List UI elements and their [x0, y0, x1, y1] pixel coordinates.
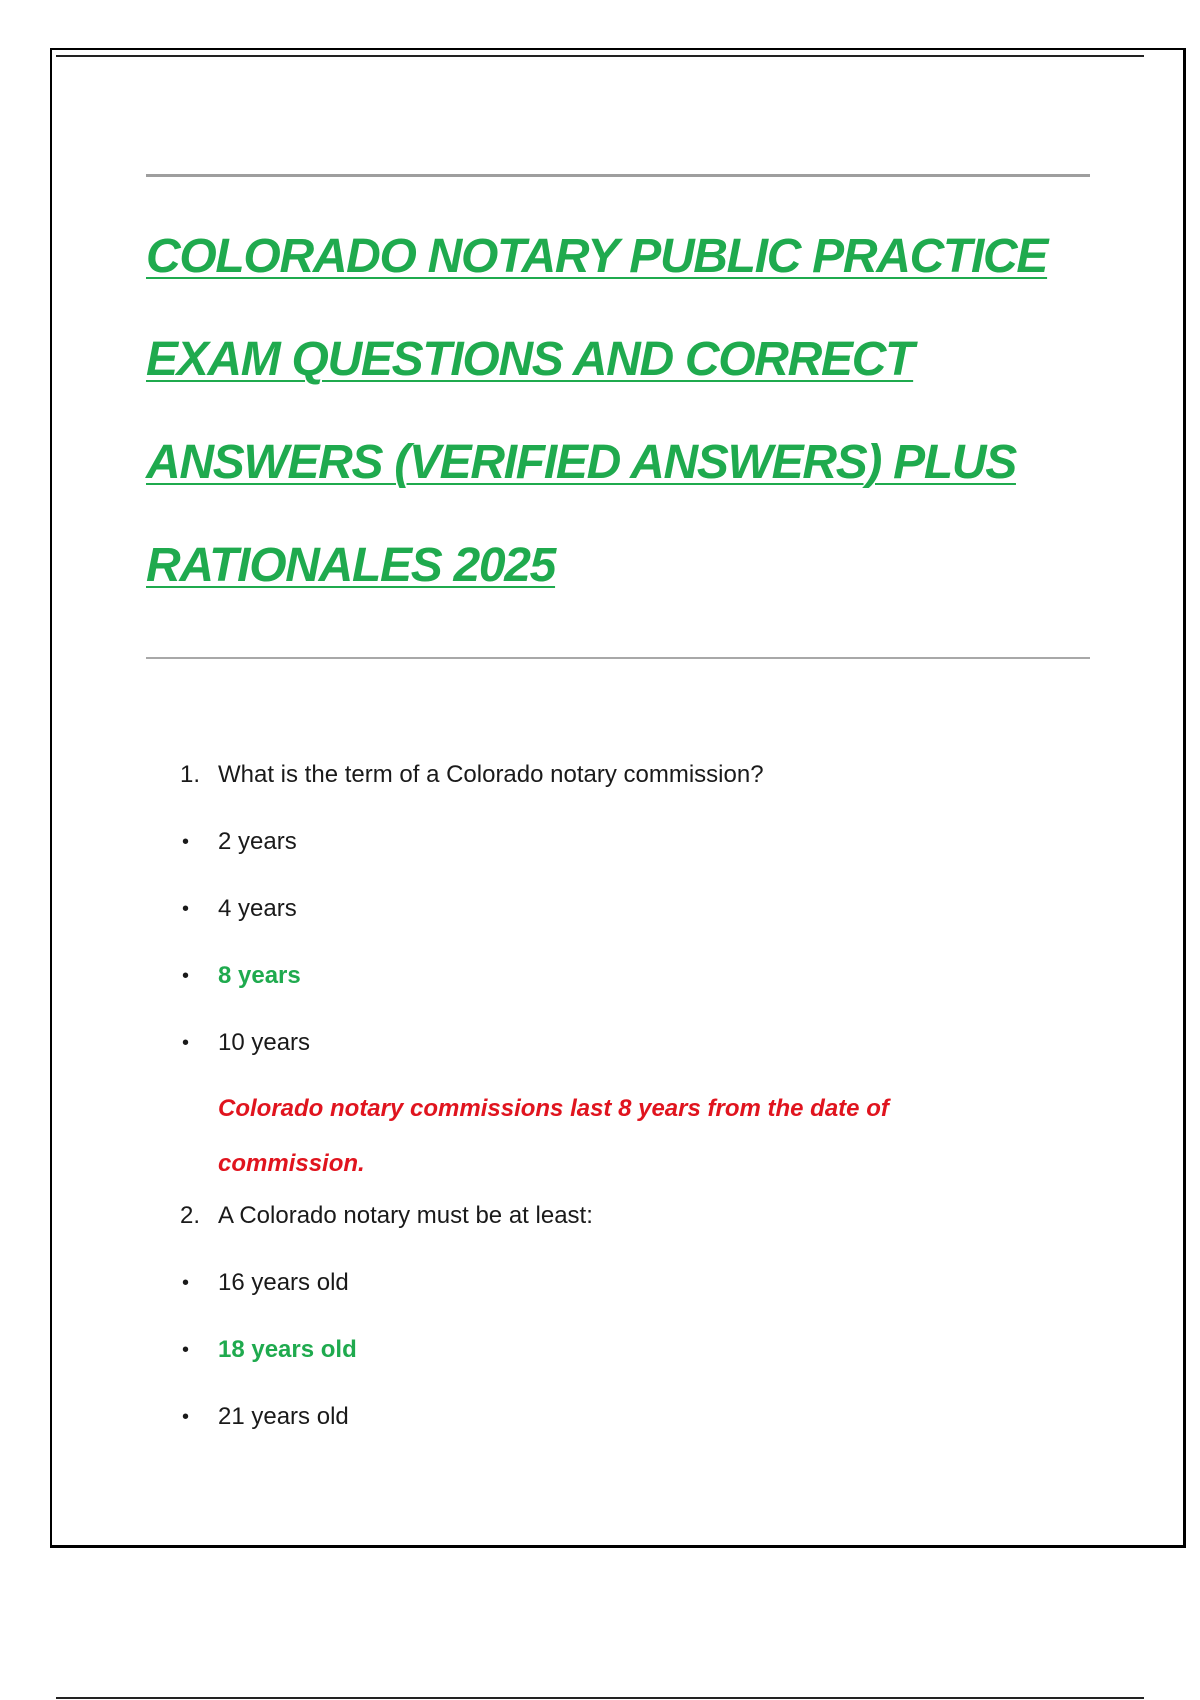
option-label: 16 years old — [218, 1269, 349, 1296]
correct-option-label: 8 years — [218, 962, 301, 989]
option-label: 4 years — [218, 895, 297, 922]
answer-option — [180, 1394, 1080, 1461]
question-text: What is the term of a Colorado notary commission? — [218, 761, 764, 788]
bullet-icon: • — [182, 1406, 190, 1428]
header-rule — [56, 55, 1144, 57]
title-line: EXAM QUESTIONS AND CORRECT — [146, 333, 914, 386]
document-title — [146, 205, 1090, 617]
question-text: A Colorado notary must be at least: — [218, 1202, 593, 1229]
answer-option — [180, 1020, 1080, 1087]
option-label: 10 years — [218, 1029, 311, 1056]
title-top-divider — [146, 174, 1090, 177]
answer-option-correct — [180, 1327, 1080, 1394]
bullet-icon: • — [182, 1272, 190, 1294]
title-line: COLORADO NOTARY PUBLIC PRACTICE — [146, 230, 1048, 283]
title-bottom-divider — [146, 657, 1090, 659]
rationale-text: Colorado notary commissions last 8 years from the date of commission. — [218, 1095, 889, 1177]
bullet-icon: • — [182, 1339, 190, 1361]
title-line: ANSWERS (VERIFIED ANSWERS) PLUS — [146, 436, 1016, 489]
question-1 — [180, 752, 1080, 819]
answer-option — [180, 1260, 1080, 1327]
bullet-icon: • — [182, 1032, 190, 1054]
correct-option-label: 18 years old — [218, 1336, 357, 1363]
question-2 — [180, 1193, 1080, 1260]
bullet-icon: • — [182, 898, 190, 920]
option-label: 21 years old — [218, 1403, 349, 1430]
footer-rule — [56, 1697, 1144, 1699]
answer-option — [180, 819, 1080, 886]
answer-option — [180, 886, 1080, 953]
question-number: 1. — [180, 761, 201, 788]
bullet-icon: • — [182, 831, 190, 853]
question-list — [180, 752, 1080, 1461]
title-line: RATIONALES 2025 — [146, 539, 556, 592]
option-label: 2 years — [218, 828, 297, 855]
question-number: 2. — [180, 1202, 201, 1229]
answer-option-correct — [180, 953, 1080, 1020]
bullet-icon: • — [182, 965, 190, 987]
